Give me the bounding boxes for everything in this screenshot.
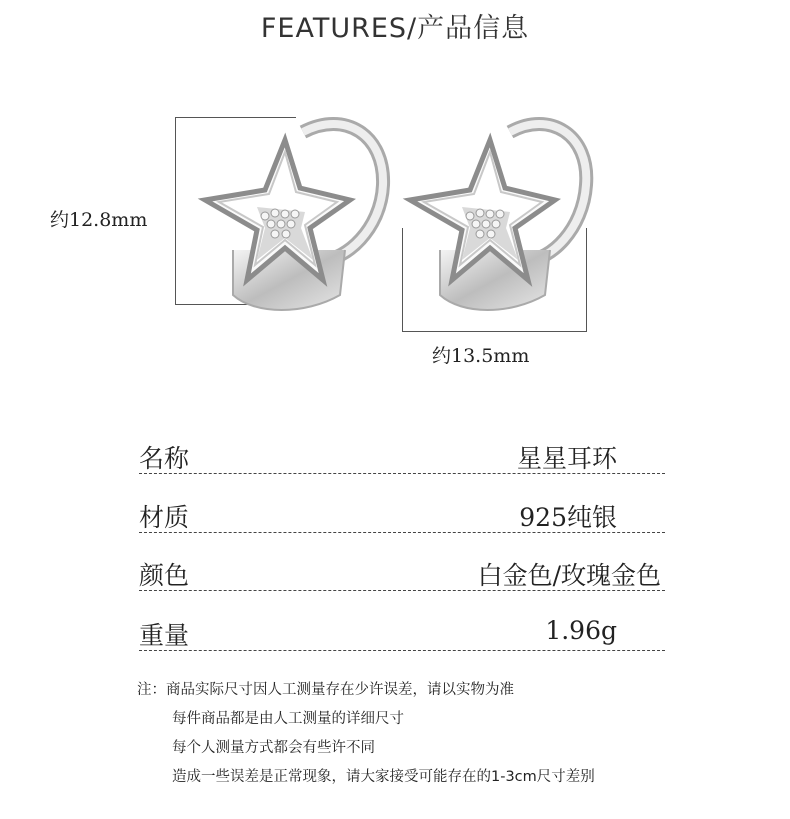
spec-value: 1.96g bbox=[545, 616, 617, 645]
spec-label: 重量 bbox=[139, 621, 190, 650]
note-line: 每个人测量方式都会有些许不同 bbox=[172, 740, 375, 756]
spec-row-name bbox=[139, 437, 665, 474]
page-title: FEATURES/产品信息 bbox=[260, 13, 530, 44]
spec-value: 星星耳环 bbox=[516, 444, 617, 473]
note-line: 每件商品都是由人工测量的详细尺寸 bbox=[172, 711, 404, 727]
width-dimension-label: 约13.5mm bbox=[432, 345, 530, 367]
earring-right-image bbox=[400, 110, 600, 320]
spec-value: 925纯银 bbox=[519, 503, 617, 532]
spec-label: 名称 bbox=[139, 444, 190, 473]
spec-row-material bbox=[139, 496, 665, 533]
note-line: 造成一些误差是正常现象，请大家接受可能存在的1-3cm尺寸差别 bbox=[172, 769, 595, 785]
spec-value: 白金色/玫瑰金色 bbox=[477, 561, 661, 590]
spec-label: 颜色 bbox=[139, 561, 190, 590]
height-dimension-label: 约12.8mm bbox=[50, 209, 148, 231]
note-line: 注：商品实际尺寸因人工测量存在少许误差，请以实物为准 bbox=[137, 682, 514, 698]
spec-label: 材质 bbox=[139, 503, 190, 532]
earring-left-image bbox=[195, 110, 395, 320]
spec-row-weight bbox=[139, 614, 665, 651]
notes-section bbox=[137, 676, 595, 792]
spec-row-color bbox=[139, 554, 665, 591]
